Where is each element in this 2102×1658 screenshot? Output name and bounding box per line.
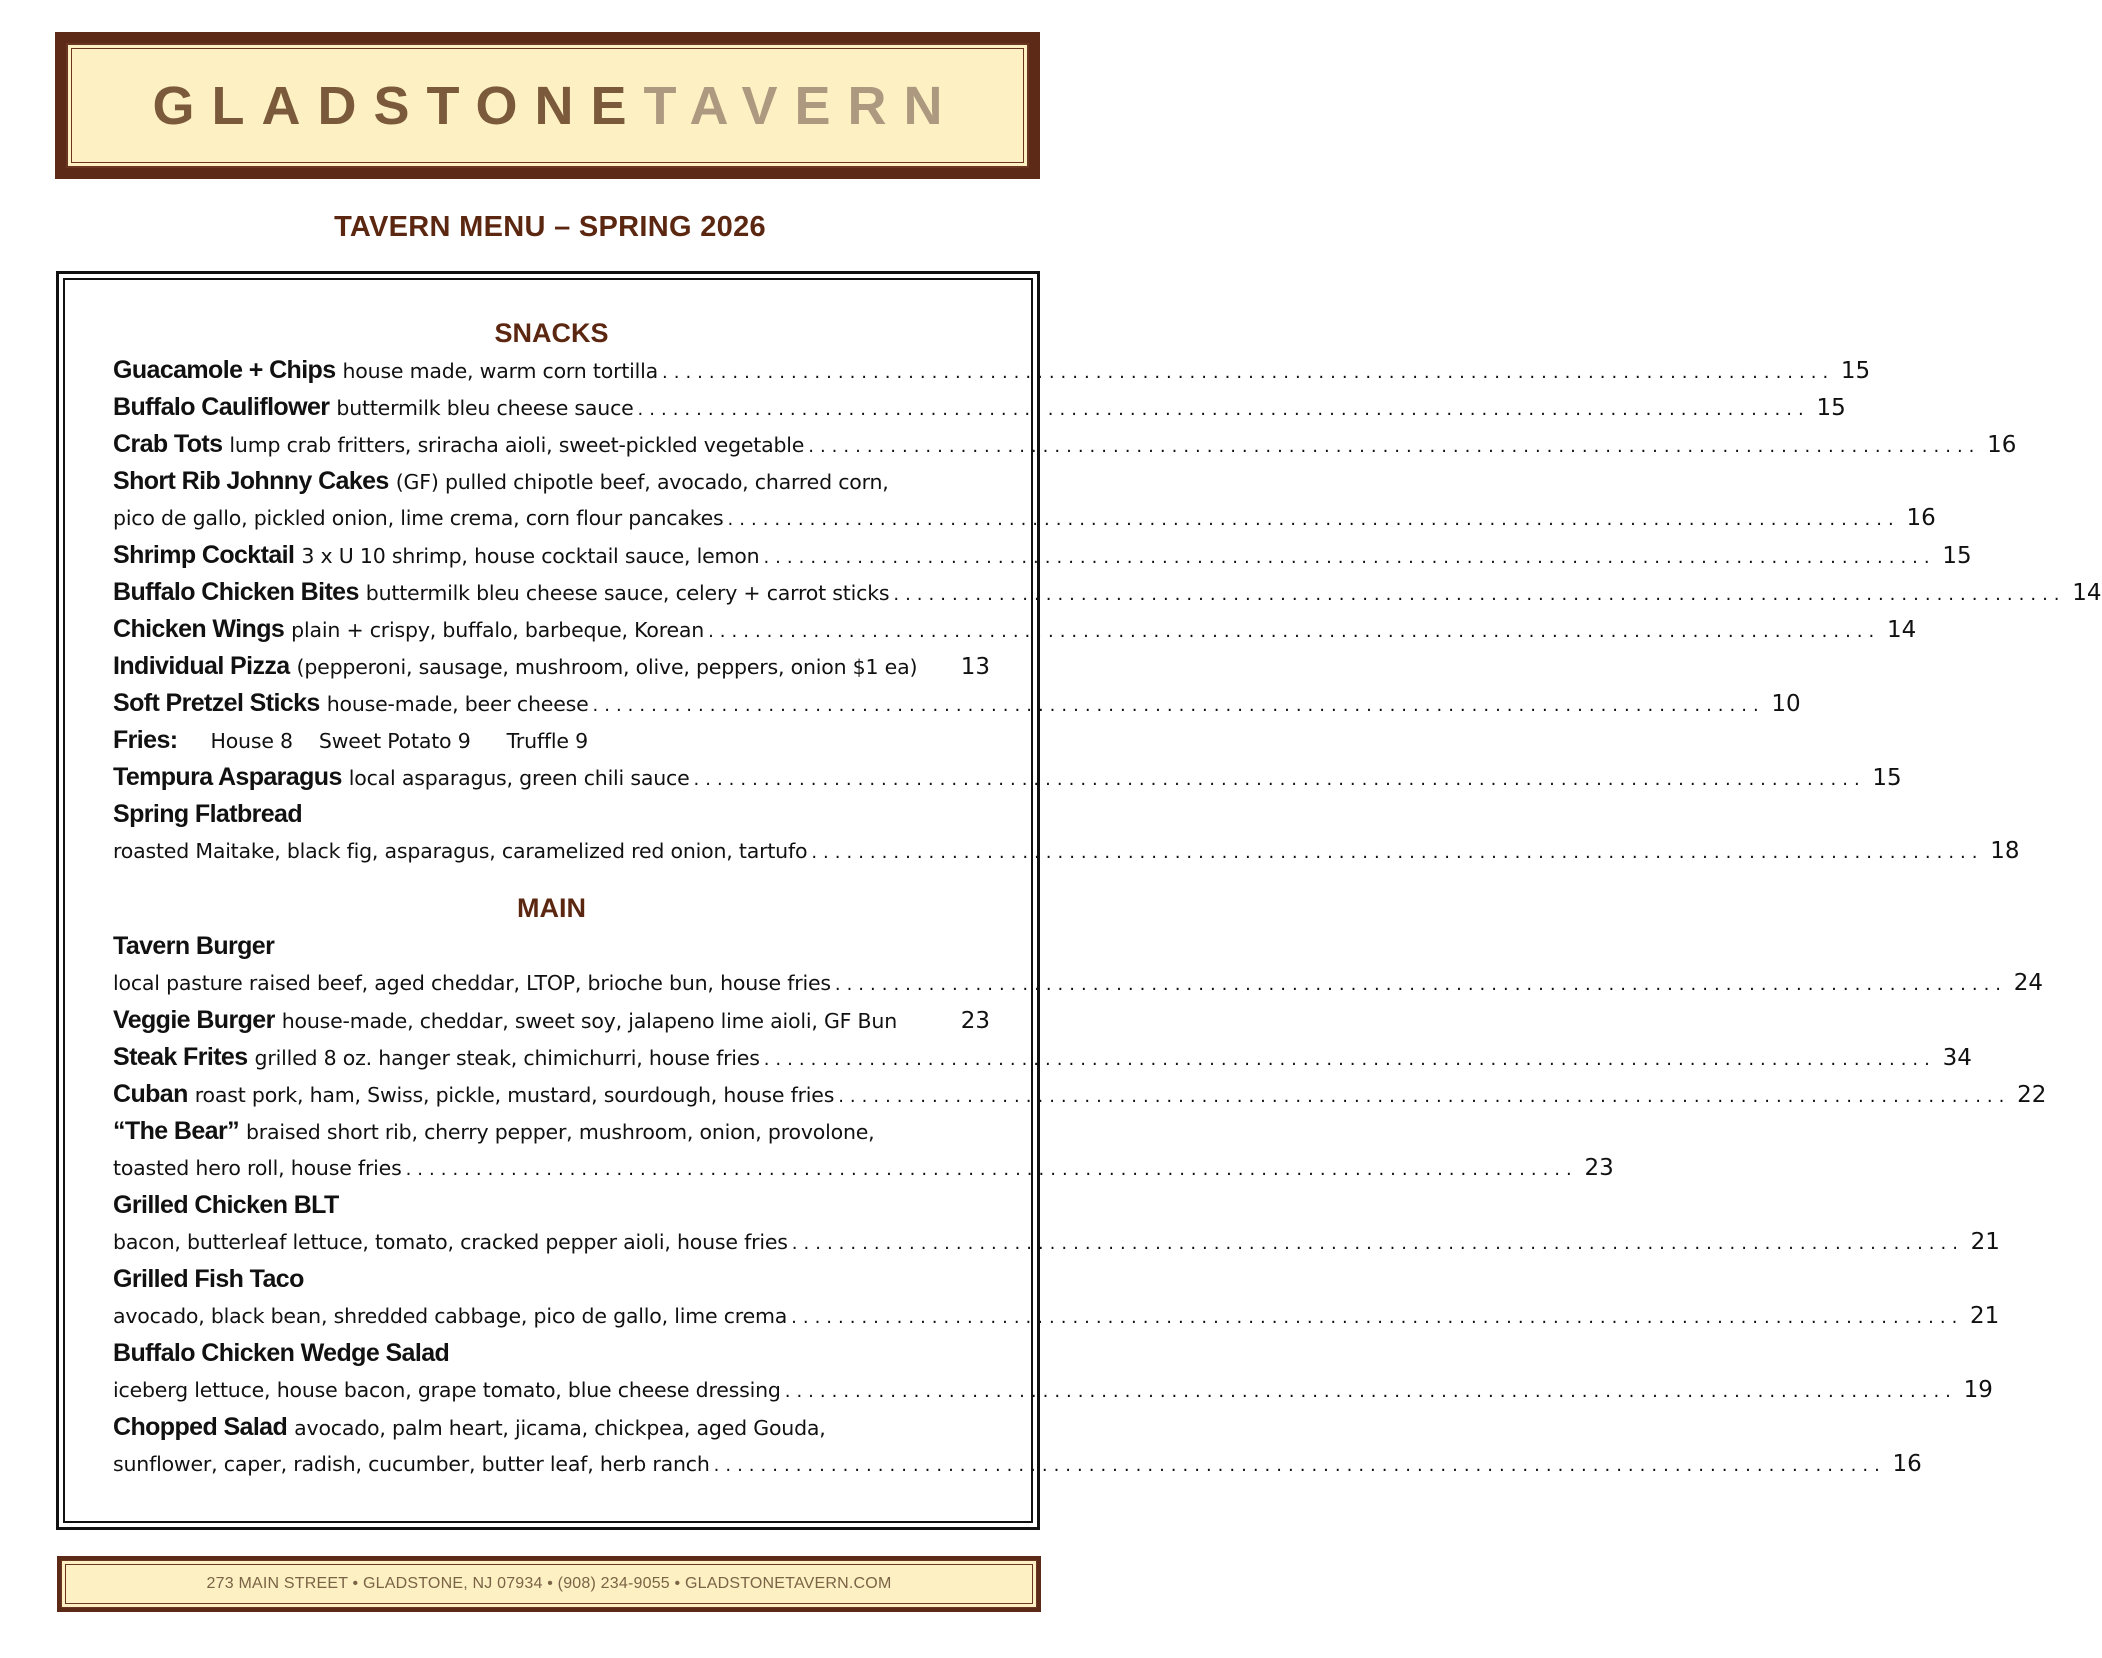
- fries-house: House 8: [210, 729, 293, 753]
- menu-item-fish-taco-cont: [113, 1298, 2000, 1335]
- item-name: Tempura Asparagus: [113, 763, 342, 791]
- item-description: braised short rib, cherry pepper, mushroom, onion, provolone,: [245, 1120, 875, 1144]
- item-name: Chicken Wings: [113, 615, 285, 643]
- item-description: avocado, palm heart, jicama, chickpea, aged Gouda,: [294, 1416, 826, 1440]
- item-price: 23: [1584, 1155, 1614, 1181]
- item-price: 15: [1942, 543, 1972, 569]
- menu-item-johnny-cakes: [113, 463, 990, 500]
- item-name: Buffalo Chicken Wedge Salad: [113, 1339, 450, 1367]
- item-price: 18: [1990, 838, 2020, 864]
- item-description: buttermilk bleu cheese sauce, celery + carrot sticks: [365, 581, 890, 605]
- dot-leader: ....................................................................................................: [708, 621, 1881, 642]
- item-name: Fries:: [113, 726, 178, 754]
- dot-leader: ....................................................................................................: [763, 1049, 1936, 1070]
- item-name: Short Rib Johnny Cakes: [113, 467, 389, 495]
- item-description: buttermilk bleu cheese sauce: [336, 396, 634, 420]
- item-name: Guacamole + Chips: [113, 356, 336, 384]
- menu-item-the-bear-cont: [113, 1150, 1614, 1187]
- item-description: pico de gallo, pickled onion, lime crema, corn flour pancakes: [113, 506, 724, 530]
- menu-item-buffalo-cauliflower: [113, 389, 1846, 426]
- dot-leader: ....................................................................................................: [713, 1455, 1886, 1476]
- item-price: 16: [1906, 505, 1936, 531]
- item-description: house made, warm corn tortilla: [342, 359, 659, 383]
- item-name: Crab Tots: [113, 430, 223, 458]
- dot-leader: ....................................................................................................: [808, 436, 1981, 457]
- item-description: 3 x U 10 shrimp, house cocktail sauce, lemon: [301, 544, 760, 568]
- item-price: 23: [960, 1008, 990, 1034]
- item-name: Veggie Burger: [113, 1006, 275, 1034]
- menu-item-tempura-asparagus: [113, 759, 1902, 796]
- item-price: 19: [1963, 1377, 1993, 1403]
- dot-leader: ....................................................................................................: [838, 1086, 2011, 1107]
- dot-leader: ....................................................................................................: [727, 509, 1900, 530]
- logo-gladstone: GLADSTONE: [152, 75, 644, 136]
- menu-item-johnny-cakes-cont: [113, 500, 1936, 537]
- menu-item-wedge-salad: [113, 1335, 990, 1372]
- item-description: avocado, black bean, shredded cabbage, pico de gallo, lime crema: [113, 1304, 788, 1328]
- item-name: “The Bear”: [113, 1117, 239, 1145]
- item-name: Grilled Fish Taco: [113, 1265, 304, 1293]
- item-description: house-made, beer cheese: [326, 692, 589, 716]
- item-price: 15: [1872, 765, 1902, 791]
- menu-item-tavern-burger: [113, 928, 990, 965]
- item-description: roast pork, ham, Swiss, pickle, mustard, sourdough, house fries: [194, 1083, 835, 1107]
- item-price: 16: [1892, 1451, 1922, 1477]
- menu-item-spring-flatbread: [113, 796, 990, 833]
- menu-item-chicken-wings: [113, 611, 1917, 648]
- item-name: Steak Frites: [113, 1043, 248, 1071]
- item-description: house-made, cheddar, sweet soy, jalapeno lime aioli, GF Bun: [281, 1009, 897, 1033]
- item-description: plain + crispy, buffalo, barbeque, Korean: [291, 618, 705, 642]
- dot-leader: ....................................................................................................: [784, 1381, 1957, 1402]
- item-name: Tavern Burger: [113, 932, 275, 960]
- item-name: Cuban: [113, 1080, 188, 1108]
- logo-banner: [55, 32, 1040, 179]
- menu-frame: [56, 271, 2102, 1530]
- item-name: Buffalo Chicken Bites: [113, 578, 359, 606]
- menu-item-fish-taco: [113, 1261, 990, 1298]
- item-name: Grilled Chicken BLT: [113, 1191, 339, 1219]
- item-description: local asparagus, green chili sauce: [348, 766, 690, 790]
- dot-leader: ....................................................................................................: [405, 1159, 1578, 1180]
- dot-leader: ....................................................................................................: [893, 584, 2066, 605]
- menu-item-fries: [113, 722, 990, 759]
- item-name: Buffalo Cauliflower: [113, 393, 330, 421]
- item-price: 15: [1840, 358, 1871, 384]
- item-price: 14: [2072, 580, 2102, 606]
- menu-item-steak-frites: [113, 1039, 1972, 1076]
- menu-item-chopped-salad: [113, 1409, 990, 1446]
- dot-leader: ....................................................................................................: [637, 399, 1810, 420]
- item-name: Soft Pretzel Sticks: [113, 689, 320, 717]
- item-price: 34: [1942, 1045, 1972, 1071]
- dot-leader: ....................................................................................................: [592, 695, 1765, 716]
- section-title-main: MAIN: [517, 893, 586, 923]
- dot-leader: ....................................................................................................: [662, 362, 1835, 383]
- logo-panel: [66, 43, 1029, 168]
- dot-leader: ....................................................................................................: [834, 974, 2008, 995]
- menu-item-individual-pizza: [113, 648, 990, 685]
- menu-item-cuban: [113, 1076, 2047, 1113]
- menu-item-veggie-burger: [113, 1002, 990, 1039]
- menu-item-chicken-blt-cont: [113, 1224, 2000, 1261]
- item-description: sunflower, caper, radish, cucumber, butter leaf, herb ranch: [113, 1452, 710, 1476]
- dot-leader: ....................................................................................................: [791, 1233, 1964, 1254]
- fries-sweet-potato: Sweet Potato 9: [318, 729, 471, 753]
- item-price: 21: [1970, 1303, 2000, 1329]
- footer-band: [57, 1556, 1041, 1612]
- menu-item-wedge-salad-cont: [113, 1372, 1993, 1409]
- menu-item-pretzel-sticks: [113, 685, 1801, 722]
- menu-content: [113, 292, 2102, 1483]
- menu-subtitle: TAVERN MENU – SPRING 2026: [334, 211, 766, 243]
- item-description: roasted Maitake, black fig, asparagus, caramelized red onion, tartufo: [113, 839, 808, 863]
- menu-item-chopped-salad-cont: [113, 1446, 1922, 1483]
- menu-item-crab-tots: [113, 426, 2017, 463]
- menu-item-spring-flatbread-cont: [113, 833, 2020, 870]
- item-price: 13: [960, 654, 990, 680]
- item-description: (GF) pulled chipotle beef, avocado, charred corn,: [395, 470, 889, 494]
- item-price: 10: [1771, 691, 1801, 717]
- menu-item-shrimp-cocktail: [113, 537, 1972, 574]
- item-description: bacon, butterleaf lettuce, tomato, cracked pepper aioli, house fries: [113, 1230, 788, 1254]
- item-description: local pasture raised beef, aged cheddar, LTOP, brioche bun, house fries: [113, 971, 831, 995]
- item-name: Individual Pizza: [113, 652, 290, 680]
- item-price: 16: [1987, 432, 2017, 458]
- item-name: Chopped Salad: [113, 1413, 288, 1441]
- item-description: grilled 8 oz. hanger steak, chimichurri, house fries: [254, 1046, 760, 1070]
- menu-item-tavern-burger-cont: [113, 965, 2044, 1002]
- dot-leader: ....................................................................................................: [791, 1307, 1964, 1328]
- menu-item-chicken-bites: [113, 574, 2102, 611]
- item-price: 15: [1816, 395, 1846, 421]
- item-price: 24: [2013, 970, 2044, 996]
- footer-address: 273 MAIN STREET • GLADSTONE, NJ 07934 • (908) 234-9055 • GLADSTONETAVERN.COM: [61, 1560, 1037, 1608]
- item-description: iceberg lettuce, house bacon, grape tomato, blue cheese dressing: [113, 1378, 781, 1402]
- item-price: 14: [1886, 617, 1917, 643]
- menu-item-chicken-blt: [113, 1187, 990, 1224]
- section-title-snacks: SNACKS: [494, 318, 609, 348]
- menu-item-the-bear: [113, 1113, 990, 1150]
- item-name: Shrimp Cocktail: [113, 541, 295, 569]
- logo-wordmark: [152, 75, 959, 137]
- item-description: toasted hero roll, house fries: [113, 1156, 402, 1180]
- menu-item-guacamole: [113, 352, 1871, 389]
- logo-tavern: TAVERN: [643, 75, 960, 136]
- item-name: Spring Flatbread: [113, 800, 303, 828]
- dot-leader: ....................................................................................................: [693, 769, 1866, 790]
- fries-truffle: Truffle 9: [506, 729, 588, 753]
- dot-leader: ....................................................................................................: [763, 547, 1936, 568]
- dot-leader: ....................................................................................................: [811, 842, 1984, 863]
- item-description: lump crab fritters, sriracha aioli, sweet-pickled vegetable: [229, 433, 805, 457]
- item-description: (pepperoni, sausage, mushroom, olive, peppers, onion $1 ea): [296, 655, 918, 679]
- item-price: 22: [2017, 1082, 2047, 1108]
- item-price: 21: [1970, 1229, 2000, 1255]
